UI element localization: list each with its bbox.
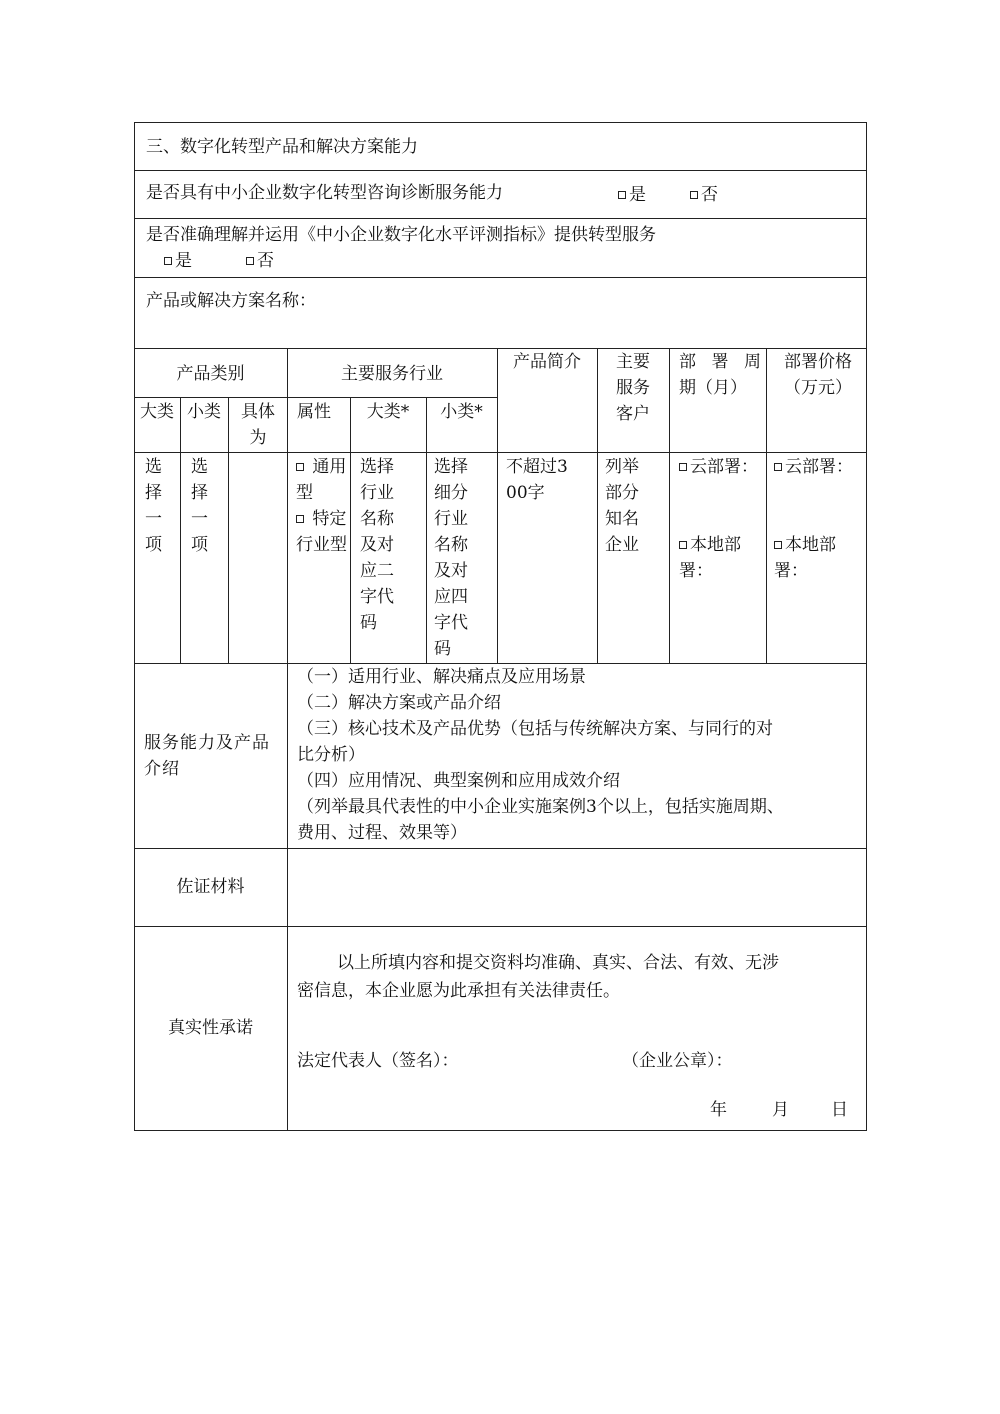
column-divider — [426, 397, 427, 663]
row-divider — [134, 218, 867, 219]
service-label: 服务能力及产品介绍 — [144, 733, 270, 779]
column-divider — [180, 397, 181, 663]
service-line: 费用、过程、效果等） — [297, 823, 467, 843]
column-divider — [228, 397, 229, 663]
column-divider — [350, 397, 351, 663]
header-product-category: 产品类别 — [176, 364, 245, 384]
seal-label: （企业公章）： — [622, 1051, 733, 1071]
row-divider — [134, 277, 867, 278]
checkbox-icon — [679, 541, 687, 549]
service-line: （四）应用情况、典型案例和应用成效介绍 — [297, 771, 620, 791]
section-title: 三、数字化转型产品和解决方案能力 — [146, 137, 418, 157]
border-bottom — [134, 1130, 867, 1131]
option-yes[interactable]: 是 — [618, 182, 646, 208]
evidence-label: 佐证材料 — [176, 877, 245, 897]
checkbox-icon — [164, 257, 172, 265]
border-left — [134, 122, 135, 1131]
row-divider — [134, 397, 287, 398]
column-divider — [497, 348, 498, 663]
question-indicator-usage: 是否准确理解并运用《中小企业数字化水平评测指标》提供转型服务 — [146, 225, 656, 245]
header-deploy-price: 部署价格（万元） — [784, 352, 852, 398]
cell-attribute[interactable] — [296, 454, 348, 506]
border-right — [866, 122, 867, 1131]
date-month: 月 — [772, 1100, 789, 1120]
header-small-class: 小类 — [187, 402, 221, 422]
row-divider — [287, 397, 497, 398]
cell-industry-small[interactable]: 选择细分行业名称及对应四字代码 — [434, 457, 468, 659]
column-divider — [669, 348, 670, 663]
row-divider — [134, 848, 867, 849]
option-cloud-cycle[interactable]: 云部署： — [679, 454, 759, 480]
header-attribute: 属性 — [297, 402, 331, 422]
service-line: （三）核心技术及产品优势（包括与传统解决方案、与同行的对 — [297, 719, 773, 739]
application-form-table — [134, 122, 867, 1131]
column-divider — [597, 348, 598, 663]
service-line: 比分析） — [297, 745, 365, 765]
date-year: 年 — [710, 1100, 727, 1120]
commitment-text: 以上所填内容和提交资料均准确、真实、合法、有效、无涉 — [337, 953, 779, 973]
border-top — [134, 122, 867, 123]
header-big-class: 大类 — [140, 402, 174, 422]
row-divider — [134, 926, 867, 927]
cell-big-class[interactable]: 选择一项 — [145, 457, 162, 555]
column-divider — [287, 348, 288, 1131]
question-consulting-capability: 是否具有中小企业数字化转型咨询诊断服务能力 — [146, 183, 503, 203]
column-divider — [766, 348, 767, 663]
header-specific: 具体为 — [241, 402, 275, 448]
date-day: 日 — [831, 1100, 848, 1120]
option-local-price[interactable]: 本地部署： — [774, 535, 836, 581]
row-divider — [134, 452, 867, 453]
row-divider — [134, 170, 867, 171]
cell-main-customers[interactable]: 列举部分知名企业 — [605, 457, 639, 555]
cell-industry-big[interactable]: 选择行业名称及对应二字代码 — [360, 457, 394, 633]
checkbox-icon — [690, 191, 698, 199]
option-no[interactable]: 否 — [246, 248, 274, 274]
service-line: （二）解决方案或产品介绍 — [297, 693, 501, 713]
option-cloud-price[interactable]: 云部署： — [774, 454, 854, 480]
signature-label: 法定代表人（签名）： — [297, 1051, 459, 1071]
header-industry-small-class: 小类* — [440, 402, 483, 422]
cell-product-intro[interactable]: 不超过300字 — [506, 457, 568, 503]
header-product-intro: 产品简介 — [513, 352, 581, 372]
option-local-cycle[interactable]: 本地部署： — [679, 535, 741, 581]
commitment-text: 密信息，本企业愿为此承担有关法律责任。 — [297, 981, 620, 1001]
option-yes[interactable]: 是 — [164, 248, 192, 274]
service-line: （列举最具代表性的中小企业实施案例3个以上，包括实施周期、 — [297, 797, 784, 817]
checkbox-icon — [296, 463, 304, 471]
checkbox-icon — [774, 463, 782, 471]
checkbox-icon — [296, 515, 304, 523]
product-name-label: 产品或解决方案名称： — [146, 291, 316, 311]
commitment-label: 真实性承诺 — [168, 1018, 253, 1038]
service-line: （一）适用行业、解决痛点及应用场景 — [297, 667, 586, 687]
checkbox-icon — [618, 191, 626, 199]
header-main-industry: 主要服务行业 — [341, 364, 443, 384]
header-main-customers: 主要服务客户 — [616, 352, 650, 424]
checkbox-icon — [774, 541, 782, 549]
cell-small-class[interactable]: 选择一项 — [191, 457, 208, 555]
option-general[interactable]: 通用型 — [296, 457, 347, 503]
header-deploy-cycle: 部 署 周 期（月） — [679, 352, 761, 398]
header-industry-big-class: 大类* — [366, 402, 410, 422]
option-specific[interactable]: 特定行业型 — [296, 509, 347, 555]
checkbox-icon — [246, 257, 254, 265]
checkbox-icon — [679, 463, 687, 471]
option-no[interactable]: 否 — [690, 182, 718, 208]
